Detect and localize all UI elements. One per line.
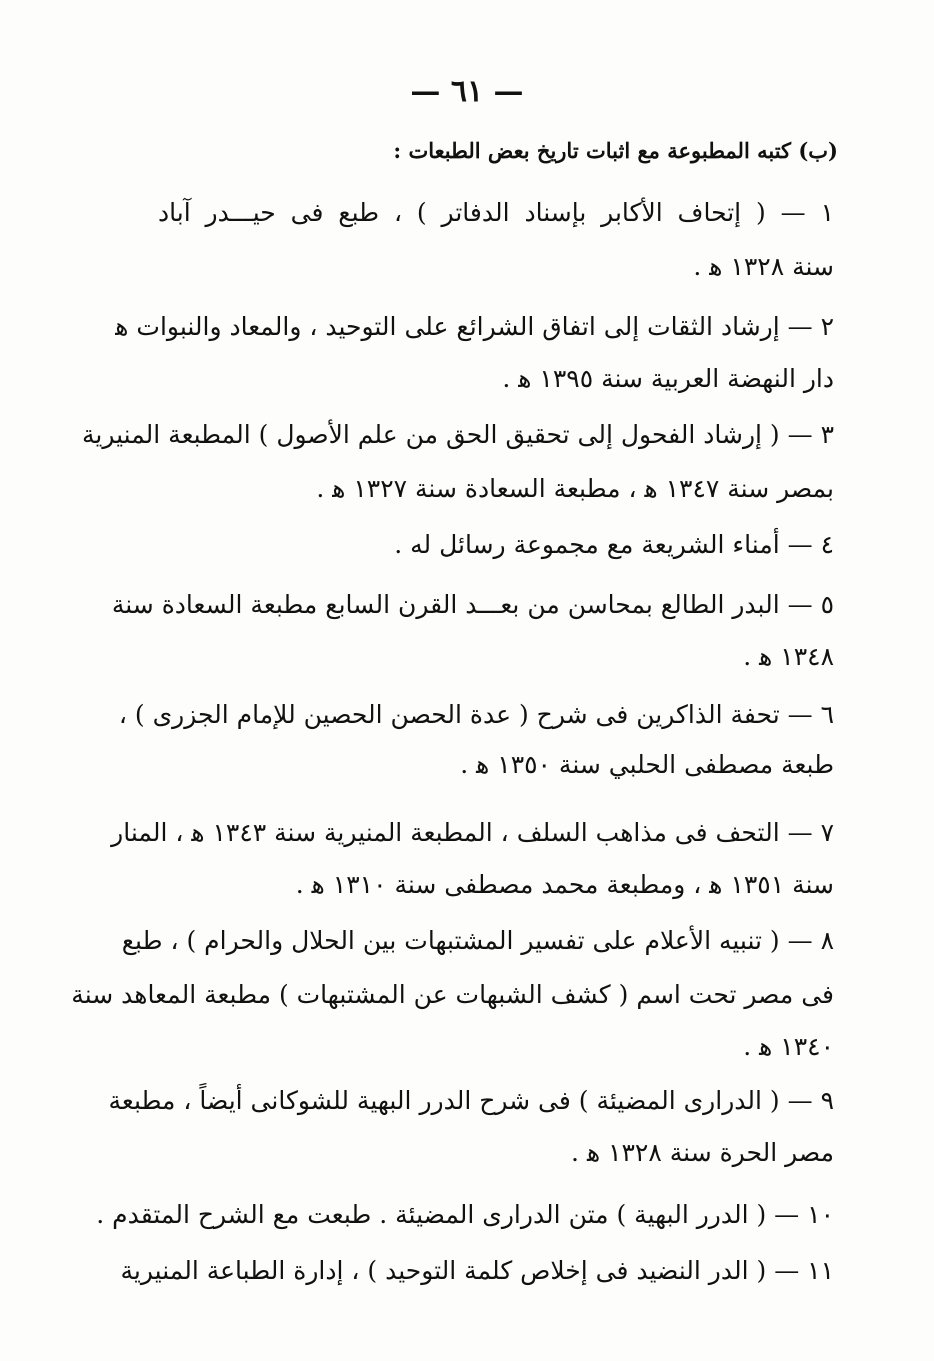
list-line: ١٣٤٨ ﻫ . <box>743 642 834 671</box>
list-line: ٦ — تحفة الذاكرين فى شرح ( عدة الحصن الحصين للإمام الجزرى ) ، <box>118 700 834 729</box>
list-line: مصر الحرة سنة ١٣٢٨ ﻫ . <box>571 1138 834 1167</box>
section-heading: (ب) كتبه المطبوعة مع اثبات تاريخ بعض الطبعات : <box>393 138 838 163</box>
list-line: ٩ — ( الدرارى المضيئة ) فى شرح الدرر البهية للشوكانى أيضاً ، مطبعة <box>108 1086 834 1115</box>
list-line: ٤ — أمناء الشريعة مع مجموعة رسائل له . <box>394 530 834 559</box>
list-line: ١٠ — ( الدرر البهية ) متن الدرارى المضيئة . طبعت مع الشرح المتقدم . <box>96 1200 834 1229</box>
list-line: سنة ١٣٢٨ ﻫ . <box>693 252 834 281</box>
list-line: ١ — ( إتحاف الأكابر بإسناد الدفاتر ) ، طبع فى حيـــدر آباد <box>158 198 834 227</box>
list-line: ٣ — ( إرشاد الفحول إلى تحقيق الحق من علم الأصول ) المطبعة المنيرية <box>81 420 834 449</box>
list-line: ٥ — البدر الطالع بمحاسن من بعـــد القرن السابع مطبعة السعادة سنة <box>111 590 834 619</box>
list-line: ٢ — إرشاد الثقات إلى اتفاق الشرائع على التوحيد ، والمعاد والنبوات ﻫ <box>115 312 834 341</box>
list-line: بمصر سنة ١٣٤٧ ﻫ ، مطبعة السعادة سنة ١٣٢٧ ﻫ . <box>316 474 834 503</box>
list-line: ٨ — ( تنبيه الأعلام على تفسير المشتبهات بين الحلال والحرام ) ، طبع <box>121 926 834 955</box>
list-line: ١١ — ( الدر النضيد فى إخلاص كلمة التوحيد ) ، إدارة الطباعة المنيرية <box>120 1256 834 1285</box>
list-line: سنة ١٣٥١ ﻫ ، ومطبعة محمد مصطفى سنة ١٣١٠ ﻫ . <box>295 870 834 899</box>
page-number: — ٦١ — <box>410 74 524 109</box>
list-line: ٧ — التحف فى مذاهب السلف ، المطبعة المنيرية سنة ١٣٤٣ ﻫ ، المنار <box>111 818 834 847</box>
list-line: طبعة مصطفى الحلبي سنة ١٣٥٠ ﻫ . <box>460 750 834 779</box>
list-line: فى مصر تحت اسم ( كشف الشبهات عن المشتبهات ) مطبعة المعاهد سنة <box>71 980 834 1009</box>
list-line: دار النهضة العربية سنة ١٣٩٥ ﻫ . <box>502 364 834 393</box>
list-line: ١٣٤٠ ﻫ . <box>743 1032 834 1061</box>
